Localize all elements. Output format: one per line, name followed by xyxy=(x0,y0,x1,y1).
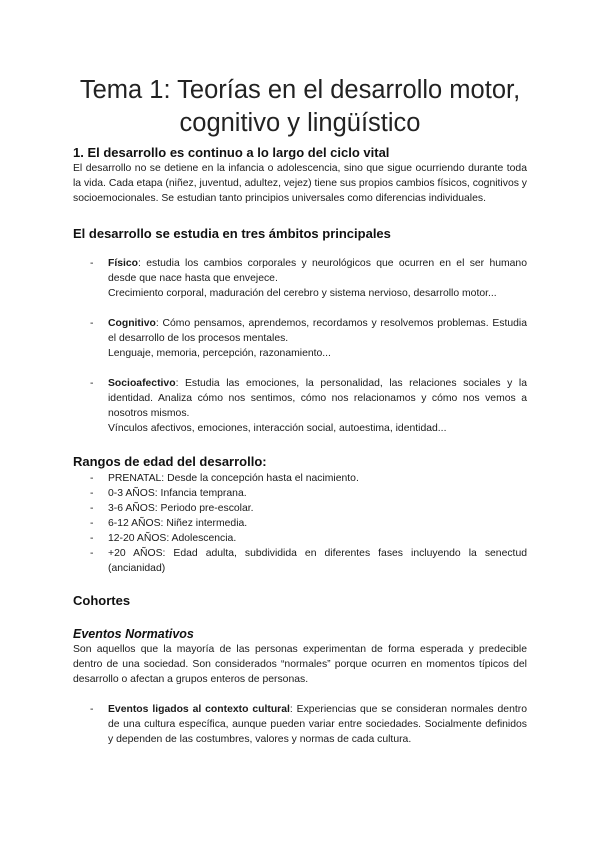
eventos-list xyxy=(73,702,527,747)
rango-text: 12-20 AÑOS: Adolescencia. xyxy=(108,533,237,544)
rango-text: 0-3 AÑOS: Infancia temprana. xyxy=(108,488,247,499)
rango-item xyxy=(90,516,527,531)
section1-heading: 1. El desarrollo es continuo a lo largo del ciclo vital xyxy=(73,145,390,160)
ambitos-heading: El desarrollo se estudia en tres ámbitos principales xyxy=(73,226,391,241)
ambito-term: Cognitivo xyxy=(108,318,156,329)
rangos-list xyxy=(73,471,527,576)
rangos-heading: Rangos de edad del desarrollo: xyxy=(73,454,267,469)
rango-text: +20 AÑOS: Edad adulta, subdividida en diferentes fases incluyendo la senectud (ancianidad) xyxy=(108,548,527,574)
ambito-term: Socioafectivo xyxy=(108,378,176,389)
list-dash: - xyxy=(90,473,94,484)
ambito-item-fisico xyxy=(90,256,527,301)
ambito-examples: Vínculos afectivos, emociones, interacción social, autoestima, identidad... xyxy=(108,423,447,434)
title-line-1: Tema 1: Teorías en el desarrollo motor, xyxy=(79,76,521,104)
rango-item xyxy=(90,546,527,576)
ambito-examples: Lenguaje, memoria, percepción, razonamiento... xyxy=(108,348,331,359)
rango-item xyxy=(90,531,527,546)
list-dash: - xyxy=(90,318,94,329)
rango-text: PRENATAL: Desde la concepción hasta el nacimiento. xyxy=(108,473,359,484)
evento-text: : Experiencias que se consideran normales dentro de una cultura específica, aunque pueden variar entre sociedades. Socialmente definidos y dependen de las costumbres, valores y normas de cada cultura. xyxy=(108,704,527,745)
ambito-text: : Estudia las emociones, la personalidad, las relaciones sociales y la identidad. Analiza cómo nos sentimos, cómo nos relacionamos y cómo nos vemos a nosotros mismos. xyxy=(108,378,527,419)
list-dash: - xyxy=(90,503,94,514)
list-dash: - xyxy=(90,548,94,559)
list-dash: - xyxy=(90,533,94,544)
ambito-term: Físico xyxy=(108,258,139,269)
ambito-item-cognitivo xyxy=(90,316,527,361)
rango-item xyxy=(90,501,527,516)
ambitos-list xyxy=(73,256,527,436)
rango-item xyxy=(90,486,527,501)
evento-item xyxy=(90,702,527,747)
list-dash: - xyxy=(90,518,94,529)
document-title xyxy=(53,74,547,140)
ambito-item-socioafectivo xyxy=(90,376,527,436)
list-dash: - xyxy=(90,378,94,389)
list-dash: - xyxy=(90,704,94,715)
eventos-normativos-heading: Eventos Normativos xyxy=(73,627,194,641)
rango-item xyxy=(90,471,527,486)
title-line-2: cognitivo y lingüístico xyxy=(179,109,421,137)
evento-term: Eventos ligados al contexto cultural xyxy=(108,704,290,715)
ambito-text: : estudia los cambios corporales y neurológicos que ocurren en el ser humano desde que nace hasta que envejece. xyxy=(108,258,527,284)
ambito-examples: Crecimiento corporal, maduración del cerebro y sistema nervioso, desarrollo motor... xyxy=(108,288,497,299)
ambito-text: : Cómo pensamos, aprendemos, recordamos y resolvemos problemas. Estudia el desarrollo de los procesos mentales. xyxy=(108,318,527,344)
cohortes-heading: Cohortes xyxy=(73,593,131,608)
list-dash: - xyxy=(90,258,94,269)
list-dash: - xyxy=(90,488,94,499)
rango-text: 3-6 AÑOS: Periodo pre-escolar. xyxy=(108,503,254,514)
rango-text: 6-12 AÑOS: Niñez intermedia. xyxy=(108,518,248,529)
section1-paragraph: El desarrollo no se detiene en la infancia o adolescencia, sino que sigue ocurriendo durante toda la vida. Cada etapa (niñez, juventud, adultez, vejez) tiene sus propios cambios físicos, cognitivos y socioemocionales. Se estudian tanto principios universales como diferencias individuales. xyxy=(73,163,527,204)
eventos-normativos-paragraph: Son aquellos que la mayoría de las personas experimentan de forma esperada y predecible dentro de una sociedad. Son considerados “normales” porque ocurren en momentos típicos del desarrollo o afectan a grupos enteros de personas. xyxy=(73,644,527,685)
